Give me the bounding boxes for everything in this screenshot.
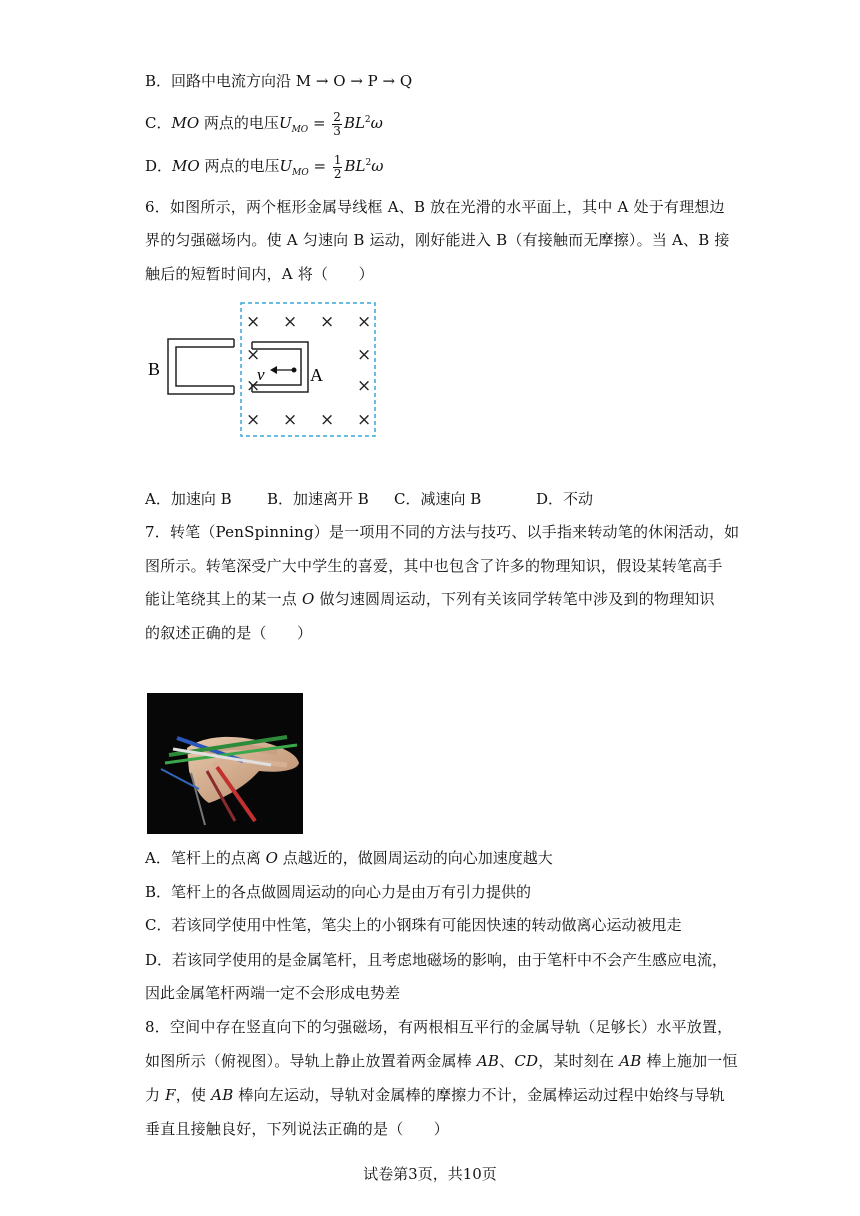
field-cross: × xyxy=(246,410,261,430)
field-cross: × xyxy=(357,345,372,365)
q6-stem-line3: 触后的短暂时间内，A 将（ ） xyxy=(145,265,374,283)
q5-option-c: C．MO 两点的电压$U_{MO}$ = $\frac{2}{3}$ $BL^2\omega$ xyxy=(145,109,383,138)
q7-option-d-line2: 因此金属笔杆两端一定不会形成电势差 xyxy=(145,984,401,1002)
q5-option-d-fraction: $\frac{1}{2}$ xyxy=(333,152,342,181)
q5-option-c-omega: ω xyxy=(370,114,383,132)
field-cross: × xyxy=(246,312,261,332)
q5-option-d-omega: ω xyxy=(371,157,384,175)
q7-stem-line3: 能让笔绕其上的某一点 O 做匀速圆周运动，下列有关该同学转笔中涉及到的物理知识 xyxy=(145,590,715,608)
label-b: B xyxy=(148,359,161,379)
q5-option-c-mo: MO xyxy=(171,114,200,132)
q5-option-d: D．MO 两点的电压$U_{MO}$ = $\frac{1}{2}$ $BL^2\omega$ xyxy=(145,152,384,181)
q5-option-c-u-sub: MO xyxy=(291,125,309,135)
q5-option-c-text: 两点的电压 xyxy=(203,114,279,132)
q7-stem-line1: 7．转笔（PenSpinning）是一项用不同的方法与技巧、以手指来转动笔的休闲活动，如 xyxy=(145,523,740,541)
field-cross: × xyxy=(246,345,261,365)
field-cross: × xyxy=(320,312,335,332)
q6-option-b: B．加速离开 B xyxy=(267,490,369,508)
field-cross: × xyxy=(283,410,298,430)
q7-stem-line4: 的叙述正确的是（ ） xyxy=(145,624,313,642)
q7-option-c: C．若该同学使用中性笔，笔尖上的小钢珠有可能因快速的转动做离心运动被甩走 xyxy=(145,916,682,934)
page-footer: 试卷第3页，共10页 xyxy=(363,1165,497,1183)
q5-option-c-fraction: $\frac{2}{3}$ xyxy=(333,109,341,138)
q5-option-c-u: U xyxy=(278,114,292,132)
q5-option-b: B．回路中电流方向沿 M → O → P → Q xyxy=(145,72,413,90)
q6-stem-line2: 界的匀强磁场内。使 A 匀速向 B 运动，刚好能进入 B（有接触而无摩擦）。当 A、B 接 xyxy=(145,231,730,249)
frame-b-inner xyxy=(176,347,234,386)
field-cross: × xyxy=(357,312,372,332)
q8-stem-line1: 8．空间中存在竖直向下的匀强磁场，有两根相互平行的金属导轨（足够长）水平放置， xyxy=(145,1018,733,1036)
pen-spinning-photo xyxy=(147,693,303,834)
q6-option-a: A．加速向 B xyxy=(145,490,232,508)
pen-spinning-image xyxy=(147,693,303,834)
q7-option-d-line1: D．若该同学使用的是金属笔杆，且考虑地磁场的影响，由于笔杆中不会产生感应电流， xyxy=(145,951,728,969)
label-v: v xyxy=(257,365,265,384)
q6-option-d: D．不动 xyxy=(536,490,594,508)
q5-option-d-mo: MO xyxy=(172,157,200,175)
q7-option-b: B．笔杆上的各点做圆周运动的向心力是由万有引力提供的 xyxy=(145,883,532,901)
q6-stem-line1: 6．如图所示，两个框形金属导线框 A、B 放在光滑的水平面上，其中 A 处于有理想边 xyxy=(145,198,725,216)
q7-stem-line2: 图所示。转笔深受广大中学生的喜爱，其中也包含了许多的物理知识，假设某转笔高手 xyxy=(145,557,723,575)
q6-options xyxy=(145,489,593,509)
field-cross: × xyxy=(283,312,298,332)
q5-option-d-u-sub: MO xyxy=(292,168,309,178)
q8-stem-line2: 如图所示（俯视图）。导轨上静止放置着两金属棒 AB、CD，某时刻在 AB 棒上施加一恒 xyxy=(145,1052,738,1070)
field-cross: × xyxy=(246,376,261,396)
q5-option-c-bl: BL xyxy=(343,114,365,132)
q6-figure-magnetic-field xyxy=(146,298,386,440)
field-cross: × xyxy=(357,376,372,396)
q5-option-d-bl: BL xyxy=(344,157,366,175)
q8-stem-line3: 力 F，使 AB 棒向左运动，导轨对金属棒的摩擦力不计，金属棒运动过程中始终与导轨 xyxy=(145,1086,725,1104)
q5-option-d-prefix: D． xyxy=(145,157,173,175)
field-cross: × xyxy=(357,410,372,430)
q5-option-d-text: 两点的电压 xyxy=(204,157,280,175)
q5-option-d-u: U xyxy=(279,157,293,175)
label-a: A xyxy=(310,365,323,385)
q5-option-c-prefix: C． xyxy=(145,114,172,132)
q6-option-c: C．减速向 B xyxy=(394,490,482,508)
field-cross: × xyxy=(320,410,335,430)
q7-option-a: A．笔杆上的点离 O 点越近的，做圆周运动的向心加速度越大 xyxy=(145,849,553,867)
q8-stem-line4: 垂直且接触良好，下列说法正确的是（ ） xyxy=(145,1120,450,1138)
